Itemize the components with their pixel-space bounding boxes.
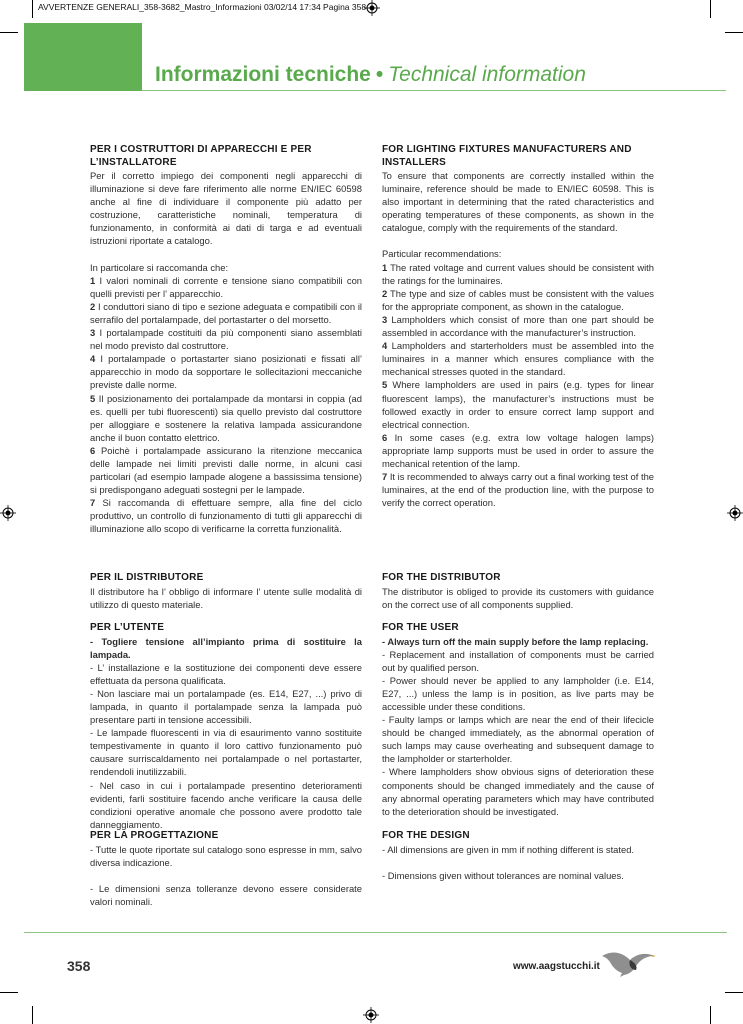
title-italian: Informazioni tecniche [155,63,371,86]
list-item: 6 In some cases (e.g. extra low voltage halogen lamps) appropriate lamp supports must be used in order to assure the mechanical retention of the lamp. [382,431,654,469]
page-number: 358 [67,958,91,974]
title-english: Technical information [388,63,586,86]
paragraph: - Non lasciare mai un portalampade (es. E14, E27, ...) privo di lampada, in quanto il portalampade senza la lampada può presentare parti in tensione accessibili. [90,687,362,726]
paragraph: - Nel caso in cui i portalampade presentino deterioramenti evidenti, farli sostituire facendo anche verificare la causa delle condizioni operative anomale che possono avere prodotto tale danneggiamento. [90,779,362,830]
warning-line: - Togliere tensione all’impianto prima di sostituire la lampada. [90,635,362,660]
crop-mark [710,1006,711,1024]
paragraph: In particolare si raccomanda che: [90,261,229,273]
paragraph: - All dimensions are given in mm if nothing different is stated. [382,843,635,855]
section-manufacturers-en [382,144,654,509]
paragraph: To ensure that components are correctly installed within the luminaire, reference should be made to EN/IEC 60598. This is also important in determining that the rated characteristics and operating temperatures of these components, as shown in the catalogue, comply with the requirements of the standard. [382,170,654,234]
registration-mark-icon [363,1007,379,1023]
section-design-en [382,830,654,882]
registration-mark-icon [364,0,380,16]
list-item: 7 It is recommended to always carry out a final working test of the luminaires, at the end of the production line, with the purpose to verify the correct operation. [382,471,655,509]
section-user-en [382,622,654,818]
paragraph: Particular recommendations: [382,248,502,260]
crop-mark [32,1006,33,1024]
section-heading: PER IL DISTRIBUTORE [90,572,204,583]
footer-rule [24,932,727,933]
crop-mark [32,0,33,18]
paragraph: - Le dimensioni senza tolleranze devono essere considerate valori nominali. [90,882,362,907]
section-heading: FOR THE DESIGN [382,830,470,841]
section-design-it [90,830,362,908]
crop-mark [725,32,743,33]
website-link[interactable]: www.aagstucchi.it [513,961,600,972]
paragraph: - Le lampade fluorescenti in via di esaurimento vanno sostituite tempestivamente in quanto il loro cattivo funzionamento può causare surriscaldamento nei portalampade o nel portastarter, rendendoli inutilizzabili. [90,727,362,778]
section-distributor-it [90,572,362,611]
paragraph: - Tutte le quote riportate sul catalogo sono espresse in mm, salvo diversa indicazione. [90,843,362,868]
section-manufacturers-it [90,144,362,536]
list-item: 4 I portalampade o portastarter siano posizionati e fissati all’ apparecchio in modo da sopportare le sollecitazioni meccaniche previste dalle norme. [90,353,362,391]
list-item: 2 I conduttori siano di tipo e sezione adeguata e compatibili con il serrafilo del portalampade, del portastarter o del morsetto. [90,300,362,325]
paragraph: - L’ installazione e la sostituzione dei componenti deve essere effettuata da persona qualificata. [90,661,362,686]
paragraph: Il distributore ha l’ obbligo di informare l’ utente sulle modalità di utilizzo di questo materiale. [90,585,362,610]
list-item: 3 Lampholders which consist of more than one part should be assembled in accordance with the manufacturer’s instruction. [382,313,654,339]
paragraph: - Where lampholders show obvious signs of deterioration these components should be changed immediately and the cause of any abnormal operating parameters which may have contributed to the deterioration should be investigated. [382,766,654,817]
crop-mark [0,992,18,993]
crop-mark [725,992,743,993]
list-item: 5 Il posizionamento dei portalampade da montarsi in coppia (ad es. quelli per tubi fluorescenti) sia quello previsto dal costruttore per alloggiare e sostenere la relativa lampada assicurandone anche il buon contatto elettrico. [90,392,362,443]
paragraph: - Dimensions given without tolerances are nominal values. [382,869,624,881]
list-item: 2 The type and size of cables must be consistent with the values for the appropriate component, as shown in the catalogue. [382,287,654,312]
print-slug: AVVERTENZE GENERALI_358-3682_Mastro_Informazioni 03/02/14 17:34 Pagina 358 [38,2,367,12]
paragraph: - Replacement and installation of components must be carried out by qualified person. [382,648,654,673]
section-user-it [90,622,362,831]
crop-mark [0,32,18,33]
list-item: 4 Lampholders and starterholders must be assembled into the luminaires in a manner which ensures compliance with the mechanical stresses quoted in the standard. [382,340,654,378]
section-distributor-en [382,572,654,611]
registration-mark-icon [0,505,16,521]
section-heading: FOR THE USER [382,622,459,633]
title-separator: • [375,63,384,86]
registration-mark-icon [727,505,743,521]
header-rule [142,90,726,91]
list-item: 1 The rated voltage and current values should be consistent with the ratings for the luminaires. [382,261,654,286]
stork-logo-icon [600,944,656,978]
section-heading: PER LA PROGETTAZIONE [90,830,219,841]
header-color-block [24,23,142,91]
paragraph: - Power should never be applied to any lampholder (i.e. E14, E27, ...) unless the lamp is in position, as live parts may be accessible under these conditions. [382,674,654,712]
list-item: 7 Si raccomanda di effettuare sempre, alla fine del ciclo produttivo, un controllo di funzionamento di tutti gli apparecchi di illuminazione allo scopo di verificarne la corretta funzionalità. [90,497,362,535]
paragraph: - Faulty lamps or lamps which are near the end of their lifecicle should be changed immediately, as the abnormal operation of such lamps may cause overheating and subsequent damage to the lampholder or starterholder. [382,714,654,765]
warning-line: - Always turn off the main supply before the lamp replacing. [382,635,649,647]
section-heading: FOR LIGHTING FIXTURES MANUFACTURERS AND INSTALLERS [382,144,632,168]
paragraph: The distributor is obliged to provide its customers with guidance on the correct use of all components supplied. [382,585,654,610]
list-item: 1 I valori nominali di corrente e tensione siano compatibili con quelli previsti per l’ apparecchio. [90,274,362,299]
list-item: 3 I portalampade costituiti da più componenti siano assemblati nel modo previsto dal costruttore. [90,327,362,352]
list-item: 5 Where lampholders are used in pairs (e.g. types for linear fluorescent lamps), the manufacturer’s instructions must be followed exactly in order to ensure correct lamp support and electrical connection. [382,379,654,430]
paragraph: Per il corretto impiego dei componenti negli apparecchi di illuminazione si deve fare riferimento alle norme EN/IEC 60598 anche al fine di individuare il componente più adatto per costruzione, caratteristiche nominali, temperatura di funzionamento, in conformità ai dati di targa e ad eventuali istruzioni riportate a catalogo. [90,170,362,247]
section-heading: FOR THE DISTRIBUTOR [382,572,501,583]
section-heading: PER L’UTENTE [90,622,165,633]
page-title [155,63,586,87]
crop-mark [710,0,711,18]
list-item: 6 Poichè i portalampade assicurano la ritenzione meccanica delle lampade nei limiti previsti dalle norme, in alcuni casi particolari (ad esempio lampade alogene a bassissima tensione) si predispongano adeguati sostegni per le lampade. [90,444,362,496]
section-heading: PER I COSTRUTTORI DI APPARECCHI E PER L’INSTALLATORE [90,144,312,168]
